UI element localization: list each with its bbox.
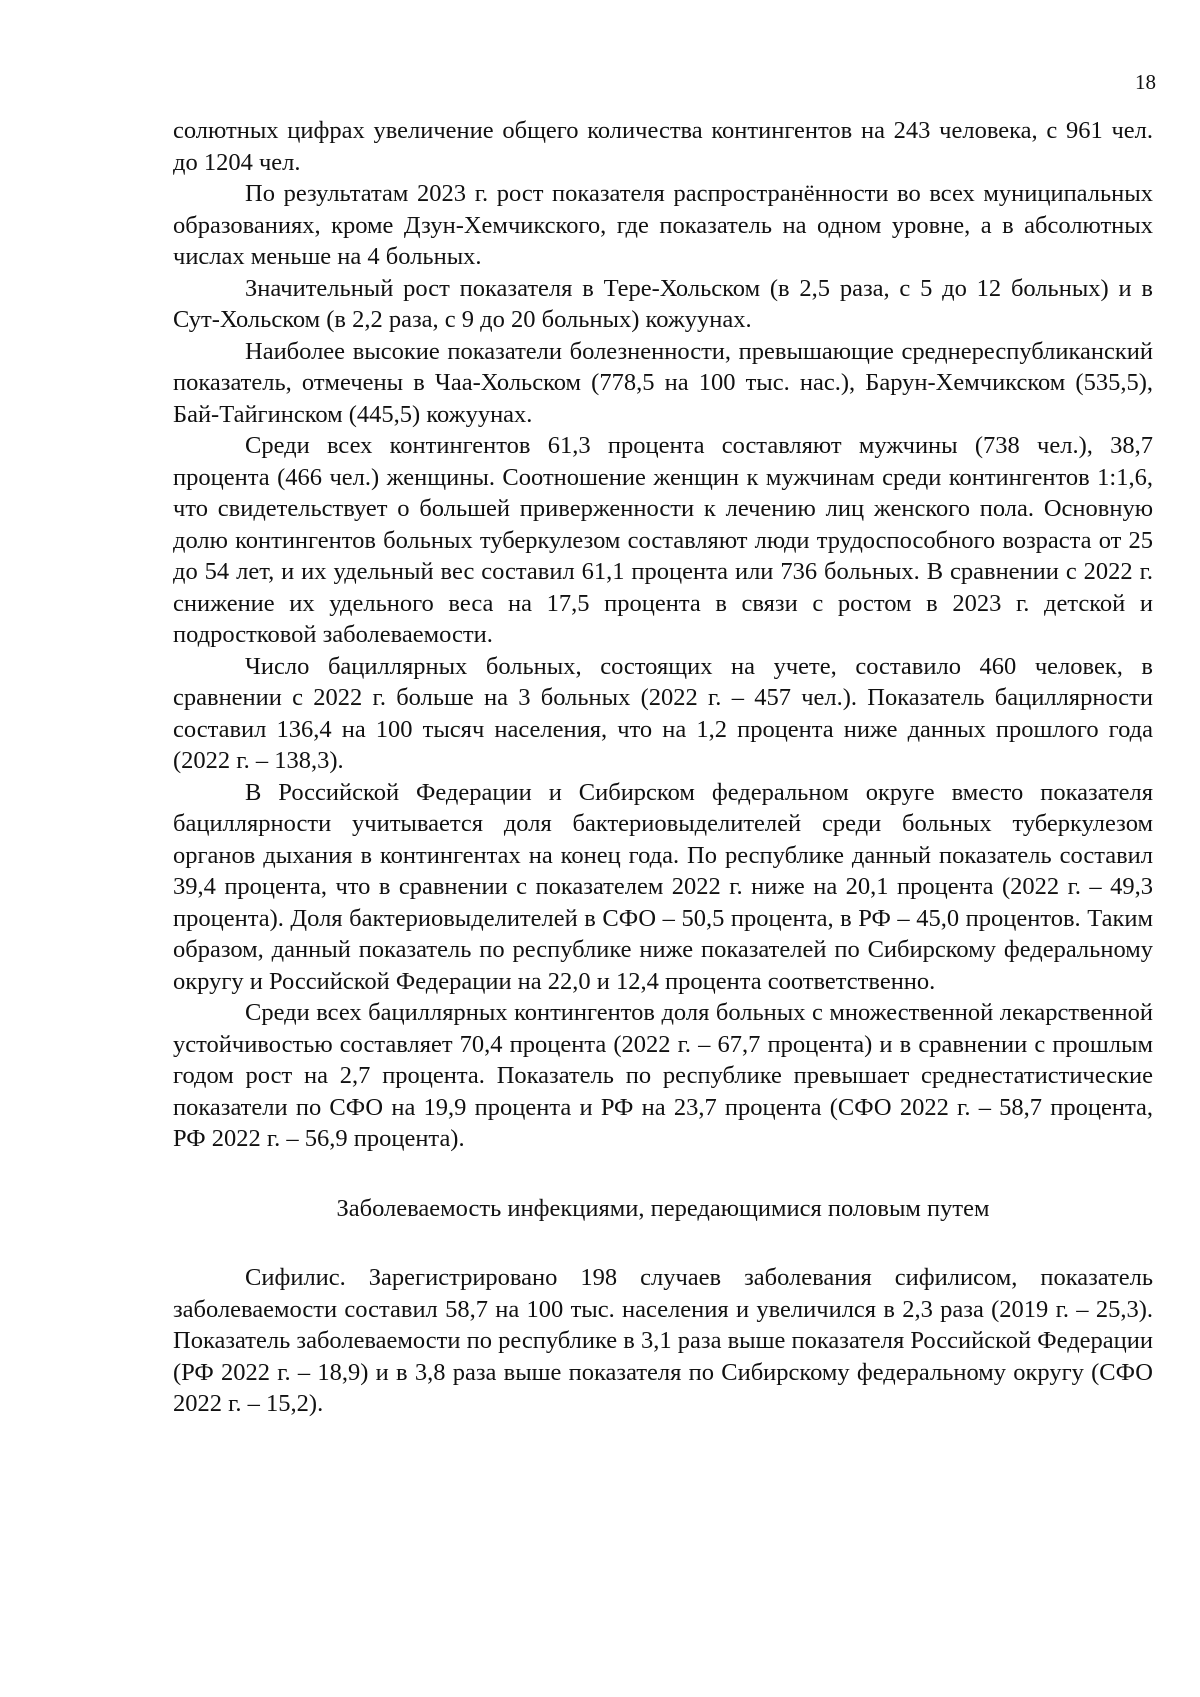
paragraph-contingent-structure: Среди всех контингентов 61,3 процента составляют мужчины (738 чел.), 38,7 процента (466 чел.) женщины. Соотношение женщин к мужчинам среди контингентов 1:1,6, что свидетельствует о большей приверженности к лечению лиц женского пола. Основную долю контингентов больных туберкулезом составляют люди трудоспособного возраста от 25 до 54 лет, и их удельный вес составил 61,1 процента или 736 больных. В сравнении с 2022 г. снижение их удельного веса на 17,5 процента в связи с ростом в 2023 г. детской и подростковой заболеваемости.	[173, 432, 1153, 648]
paragraph-highest-morbidity: Наиболее высокие показатели болезненности, превышающие среднереспубликанский показатель, отмечены в Чаа-Хольском (778,5 на 100 тыс. нас.), Барун-Хемчикском (535,5), Бай-Тайгинском (445,5) кожуунах.	[173, 337, 1153, 428]
page-number: 18	[1135, 70, 1156, 94]
paragraph-significant-growth: Значительный рост показателя в Тере-Хольском (в 2,5 раза, с 5 до 12 больных) и в Сут-Хольском (в 2,2 раза, с 9 до 20 больных) кожуунах.	[173, 274, 1153, 333]
section-heading: Заболеваемость инфекциями, передающимися половым путем	[336, 1194, 990, 1222]
paragraph-prevalence-results: По результатам 2023 г. рост показателя распространённости во всех муниципальных образованиях, кроме Дзун-Хемчикского, где показатель на одном уровне, а в абсолютных числах меньше на 4 больных.	[173, 180, 1153, 270]
paragraph-drug-resistance: Среди всех бациллярных контингентов доля больных с множественной лекарственной устойчивостью составляет 70,4 процента (2022 г. – 67,7 процента) и в сравнении с прошлым годом рост на 2,7 процента. Показатель по республике превышает среднестатистические показатели по СФО на 19,9 процента и РФ на 23,7 процента (СФО 2022 г. – 58,7 процента, РФ 2022 г. – 56,9 процента).	[173, 999, 1153, 1152]
paragraph-bacillary-patients: Число бациллярных больных, состоящих на учете, составило 460 человек, в сравнении с 2022 г. больше на 3 больных (2022 г. – 457 чел.). Показатель бациллярности составил 136,4 на 100 тысяч населения, что на 1,2 процента ниже данных прошлого года (2022 г. – 138,3).	[173, 652, 1153, 774]
document-body	[173, 115, 1153, 1420]
paragraph-syphilis: Сифилис. Зарегистрировано 198 случаев заболевания сифилисом, показатель заболеваемости составил 58,7 на 100 тыс. населения и увеличился в 2,3 раза (2019 г. – 25,3). Показатель заболеваемости по республике в 3,1 раза выше показателя Российской Федерации (РФ 2022 г. – 18,9) и в 3,8 раза выше показателя по Сибирскому федеральному округу (СФО 2022 г. – 15,2).	[173, 1264, 1153, 1417]
paragraph-bacterial-excretors: В Российской Федерации и Сибирском федеральном округе вместо показателя бациллярности учитывается доля бактериовыделителей среди больных туберкулезом органов дыхания в контингентах на конец года. По республике данный показатель составил 39,4 процента, что в сравнении с показателем 2022 г. ниже на 20,1 процента (2022 г. – 49,3 процента). Доля бактериовыделителей в СФО – 50,5 процента, в РФ – 45,0 процентов. Таким образом, данный показатель по республике ниже показателей по Сибирскому федеральному округу и Российской Федерации на 22,0 и 12,4 процента соответственно.	[173, 778, 1153, 995]
paragraph-continuation: солютных цифрах увеличение общего количества контингентов на 243 человека, с 961 чел. до 1204 чел.	[173, 117, 1153, 176]
